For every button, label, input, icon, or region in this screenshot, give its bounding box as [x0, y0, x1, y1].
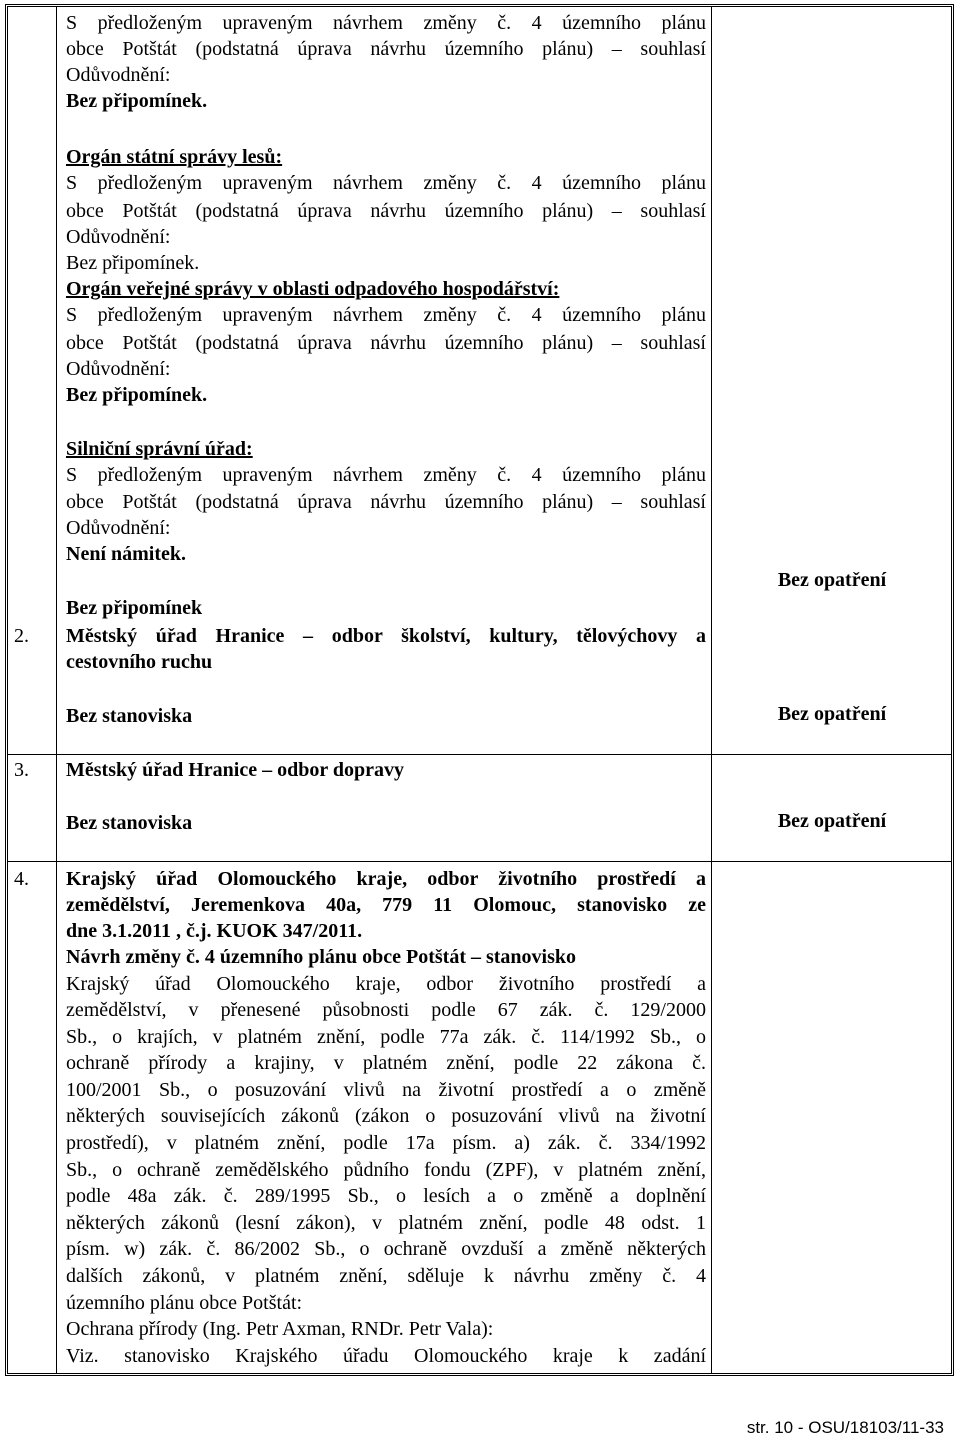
measure: Bez opatření	[777, 569, 887, 591]
row-number: 4.	[14, 868, 29, 890]
body-line: Ochrana přírody (Ing. Petr Axman, RNDr. Petr Vala):	[66, 1318, 494, 1340]
text-line: S předloženým upraveným návrhem změny č. 4 územního plánu	[66, 12, 706, 34]
section-title: Návrh změny č. 4 územního plánu obce Potštát – stanovisko	[66, 946, 577, 968]
statement: Bez stanoviska	[66, 705, 193, 727]
body-line: Sb., o ochraně zemědělského půdního fondu (ZPF), v platném znění,	[66, 1159, 706, 1181]
section-title: dne 3.1.2011 , č.j. KUOK 347/2011.	[66, 920, 363, 942]
heading-road: Silniční správní úřad:	[66, 438, 253, 460]
body-line: územního plánu obce Potštát:	[66, 1292, 303, 1314]
text-line: Odůvodnění:	[66, 64, 171, 86]
remark: Bez připomínek.	[66, 90, 208, 112]
text-line: obce Potštát (podstatná úprava návrhu územního plánu) – souhlasí	[66, 491, 706, 513]
heading-waste: Orgán veřejné správy v oblasti odpadového hospodářství:	[66, 278, 560, 300]
row-divider-2-3	[8, 754, 951, 755]
remark: Bez připomínek.	[66, 384, 208, 406]
column-divider-right	[711, 6, 712, 1374]
text-line: obce Potštát (podstatná úprava návrhu územního plánu) – souhlasí	[66, 332, 706, 354]
body-line: zemědělství, v přenesené působnosti podle 67 zák. č. 129/2000	[66, 999, 706, 1021]
body-line: některých souvisejících zákonů (zákon o posuzování vlivů na životní	[66, 1105, 706, 1127]
text-line: S předloženým upraveným návrhem změny č. 4 územního plánu	[66, 464, 706, 486]
body-line: některých zákonů (lesní zákon), v platném znění, podle 48 odst. 1	[66, 1212, 706, 1234]
body-line: Viz. stanovisko Krajského úřadu Olomouckého kraje k zadání	[66, 1345, 706, 1367]
body-line: dalších zákonů, v platném znění, sděluje k návrhu změny č. 4	[66, 1265, 706, 1287]
row-number: 2.	[14, 625, 29, 647]
body-line: Krajský úřad Olomouckého kraje, odbor životního prostředí a	[66, 973, 706, 995]
body-line: podle 48a zák. č. 289/1995 Sb., o lesích a o změně a doplnění	[66, 1185, 706, 1207]
text-line: obce Potštát (podstatná úprava návrhu územního plánu) – souhlasí	[66, 200, 706, 222]
text-line: Odůvodnění:	[66, 358, 171, 380]
text-line: Odůvodnění:	[66, 226, 171, 248]
section-title: cestovního ruchu	[66, 651, 213, 673]
section-title: Městský úřad Hranice – odbor dopravy	[66, 759, 404, 781]
body-line: písm. w) zák. č. 86/2002 Sb., o ochraně ovzduší a změně některých	[66, 1238, 706, 1260]
body-line: ochraně přírody a krajiny, v platném znění, podle 22 zákona č.	[66, 1052, 706, 1074]
text-line: Odůvodnění:	[66, 517, 171, 539]
statement: Bez stanoviska	[66, 812, 193, 834]
section-title: Krajský úřad Olomouckého kraje, odbor životního prostředí a	[66, 868, 706, 890]
body-line: Sb., o krajích, v platném znění, podle 77a zák. č. 114/1992 Sb., o	[66, 1026, 706, 1048]
body-line: 100/2001 Sb., o posuzování vlivů na životní prostředí a o změně	[66, 1079, 706, 1101]
text-line: obce Potštát (podstatná úprava návrhu územního plánu) – souhlasí	[66, 38, 706, 60]
text-line: S předloženým upraveným návrhem změny č. 4 územního plánu	[66, 304, 706, 326]
column-divider-left	[56, 6, 57, 1374]
section-title: zemědělství, Jeremenkova 40a, 779 11 Olomouc, stanovisko ze	[66, 894, 706, 916]
measure: Bez opatření	[777, 810, 887, 832]
remark-final: Bez připomínek	[66, 597, 203, 619]
body-line: prostředí), v platném znění, podle 17a písm. a) zák. č. 334/1992	[66, 1132, 706, 1154]
remark: Není námitek.	[66, 543, 186, 565]
text-line: Bez připomínek.	[66, 252, 200, 274]
row-divider-3-4	[8, 861, 951, 862]
row-number: 3.	[14, 759, 29, 781]
heading-forest: Orgán státní správy lesů:	[66, 146, 283, 168]
page-footer: str. 10 - OSU/18103/11-33	[746, 1418, 944, 1437]
text-line: S předloženým upraveným návrhem změny č. 4 územního plánu	[66, 172, 706, 194]
section-title: Městský úřad Hranice – odbor školství, kultury, tělovýchovy a	[66, 625, 706, 647]
measure: Bez opatření	[777, 703, 887, 725]
